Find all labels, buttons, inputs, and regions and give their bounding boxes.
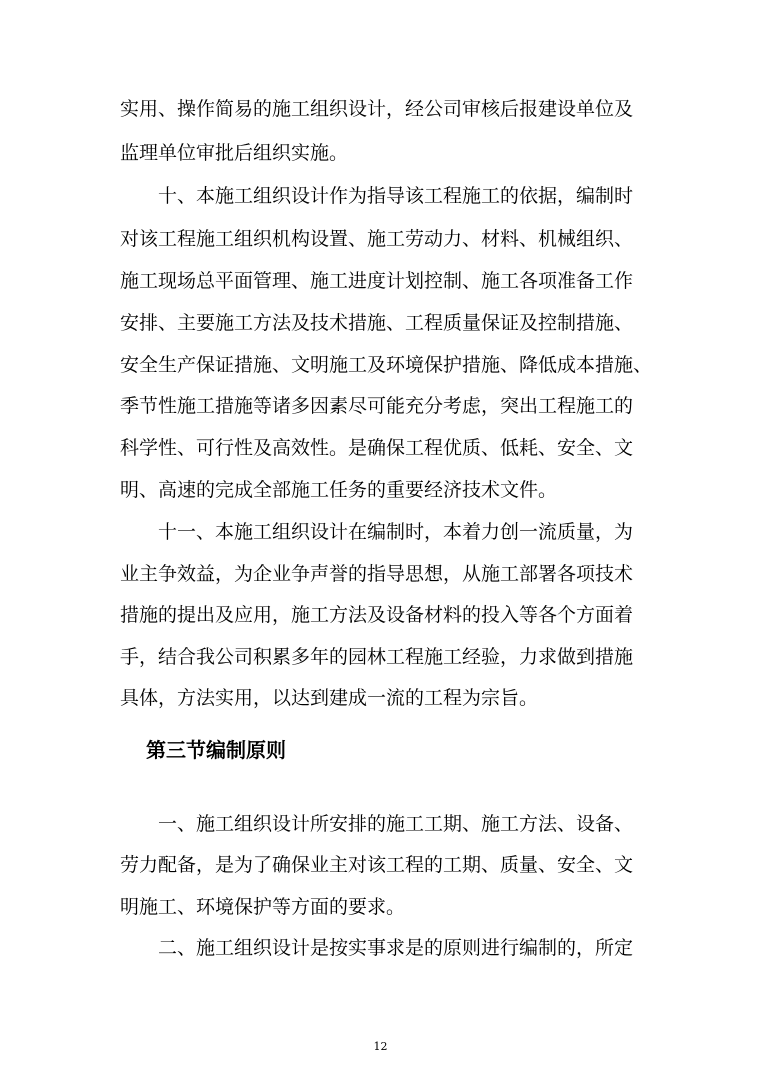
text-line: 实用、操作简易的施工组织设计，经公司审核后报建设单位及 [120,98,634,120]
page-number: 12 [373,1040,388,1053]
text-line: 手，结合我公司积累多年的园林工程施工经验，力求做到措施 [120,646,634,668]
text-line: 业主争效益，为企业争声誉的指导思想，从施工部署各项技术 [120,563,634,585]
text-line: 监理单位审批后组织实施。 [120,142,349,164]
text-line: 对该工程施工组织机构设置、施工劳动力、材料、机械组织、 [120,228,634,250]
principle-one-first-line: 一、施工组织设计所安排的施工工期、施工方法、设备、 [158,813,634,835]
text-line: 明施工、环境保护等方面的要求。 [120,896,406,918]
text-line: 具体，方法实用，以达到建成一流的工程为宗旨。 [120,687,539,709]
text-line: 科学性、可行性及高效性。是确保工程优质、低耗、安全、文 [120,437,634,459]
paragraph-eleven-first-line: 十一、本施工组织设计在编制时，本着力创一流质量，为 [158,521,634,543]
text-line: 措施的提出及应用，施工方法及设备材料的投入等各个方面着 [120,604,634,626]
text-line: 安排、主要施工方法及技术措施、工程质量保证及控制措施、 [120,312,634,334]
principle-two-first-line: 二、施工组织设计是按实事求是的原则进行编制的，所定 [158,937,634,959]
text-line: 明、高速的完成全部施工任务的重要经济技术文件。 [120,479,558,501]
text-line: 劳力配备，是为了确保业主对该工程的工期、质量、安全、文 [120,854,634,876]
text-line: 安全生产保证措施、文明施工及环境保护措施、降低成本措施、 [120,354,653,376]
text-line: 施工现场总平面管理、施工进度计划控制、施工各项准备工作 [120,270,634,292]
paragraph-ten-first-line: 十、本施工组织设计作为指导该工程施工的依据，编制时 [158,185,634,207]
section-heading: 第三节编制原则 [146,738,286,762]
text-line: 季节性施工措施等诸多因素尽可能充分考虑，突出工程施工的 [120,395,634,417]
